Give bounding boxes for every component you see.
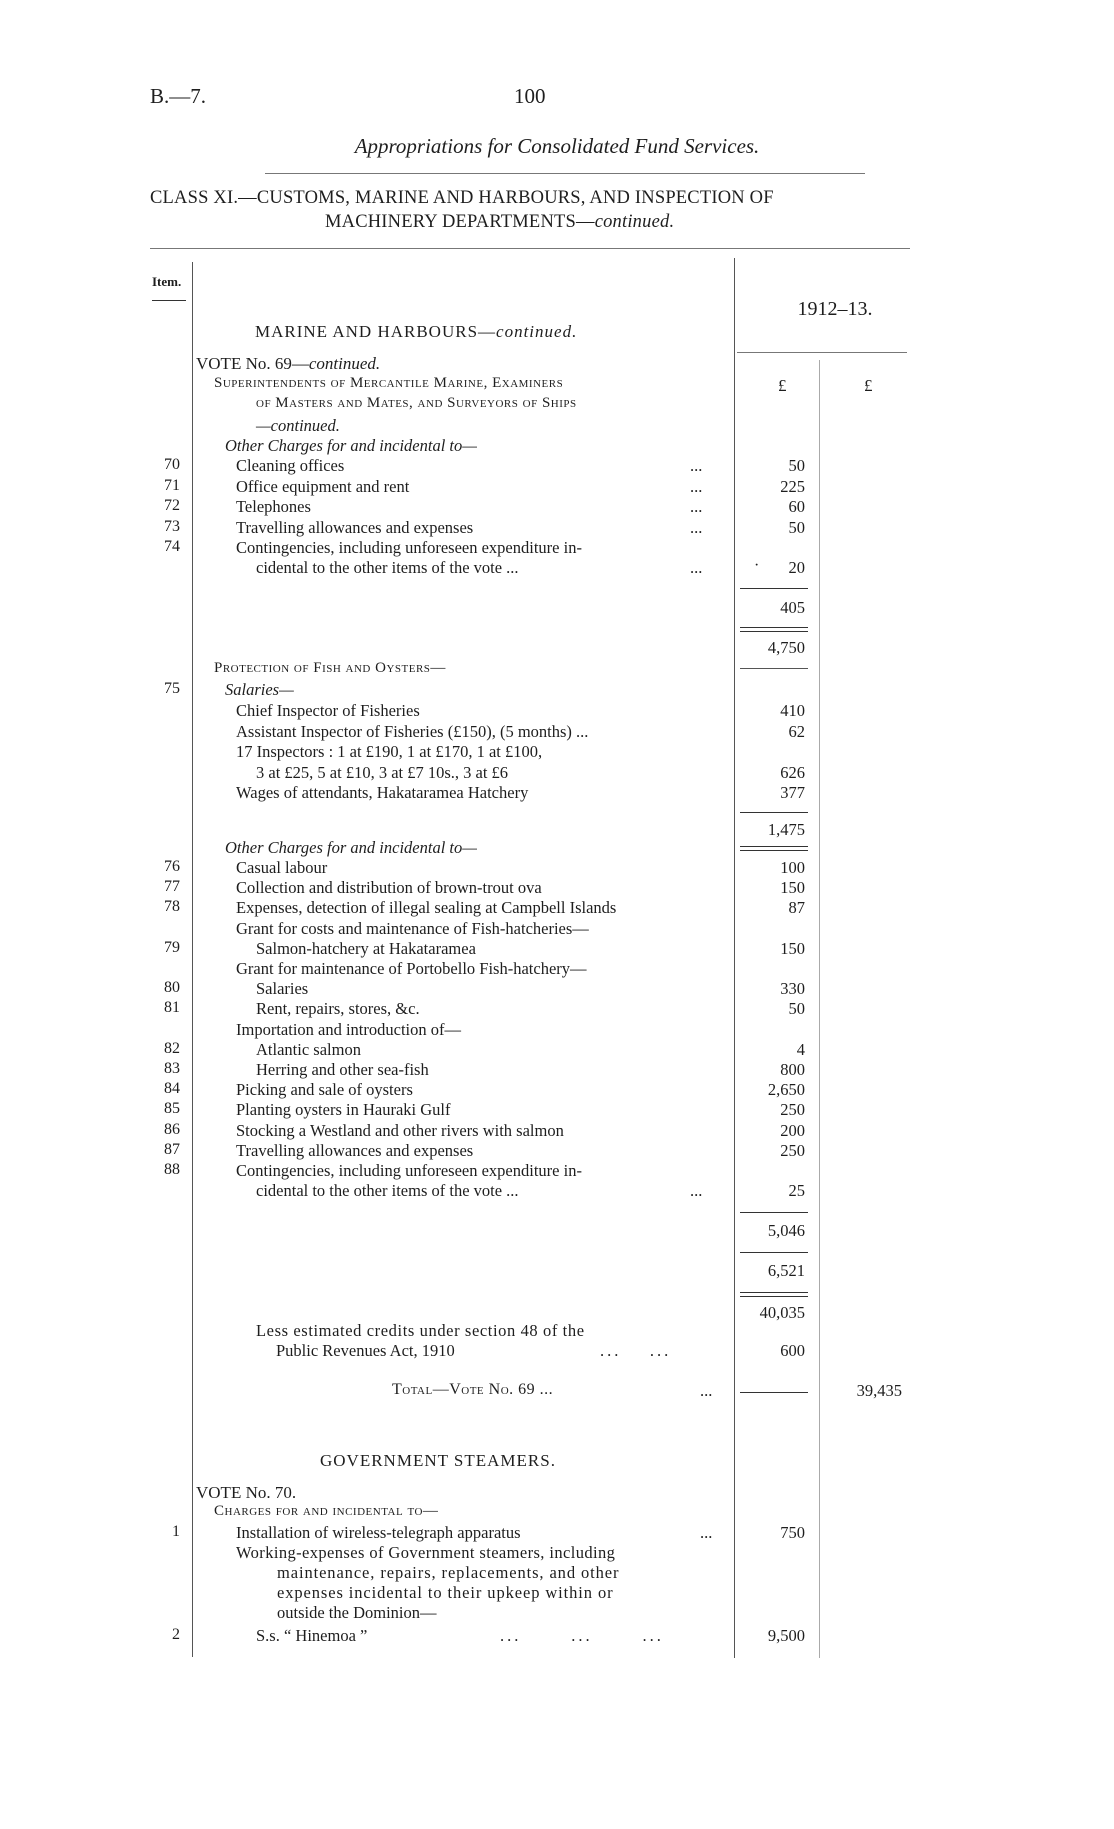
item-74-amount: 20	[788, 558, 805, 577]
item-number: 82	[164, 1040, 180, 1057]
marine-row-amount: 60	[788, 497, 805, 516]
fish-other-label: Casual labour	[236, 858, 328, 877]
item-number: 77	[164, 878, 180, 895]
fish-other-label: Stocking a Westland and other rivers with salmon	[236, 1121, 564, 1140]
item-number: 79	[164, 939, 180, 956]
total-column-line	[819, 360, 820, 1658]
fish-salary-label: 3 at £25, 5 at £10, 3 at £7 10s., 3 at £6	[256, 763, 509, 782]
fish-other-amount: 50	[788, 999, 805, 1018]
fish-other-amount: 4	[796, 1040, 805, 1059]
less-credits-amount: 600	[780, 1341, 805, 1360]
amount-column-line	[734, 258, 735, 1658]
fish-other-label: Rent, repairs, stores, &c.	[256, 999, 420, 1018]
dots-88: ...	[690, 1181, 703, 1200]
dots-wireless: ...	[700, 1523, 713, 1542]
fish-other-amount: 150	[780, 878, 805, 897]
fish-other-label: Atlantic salmon	[256, 1040, 361, 1059]
item-number: 83	[164, 1060, 180, 1077]
superintendents-line3: —continued.	[256, 416, 340, 435]
steamers-charges-heading: Charges for and incidental to—	[214, 1503, 439, 1519]
marine-row-label: Travelling allowances and expenses	[236, 518, 474, 537]
working-expenses-line4: outside the Dominion—	[277, 1603, 437, 1622]
fish-other-label: Contingencies, including unforeseen expenditure in-	[236, 1161, 582, 1180]
fish-salary-label: Wages of attendants, Hakataramea Hatchery	[236, 783, 529, 802]
dot-mark: ·	[754, 557, 760, 574]
rule-after-4750	[740, 668, 808, 669]
fish-other-amount: 250	[780, 1100, 805, 1119]
page-number: 100	[514, 84, 546, 108]
leader-dots: ...	[690, 497, 703, 516]
item-header-rule	[152, 300, 186, 301]
dots-74: ...	[690, 558, 703, 577]
marine-row-amount: 50	[788, 518, 805, 537]
item-number: 85	[164, 1100, 180, 1117]
wireless-telegraph-amount: 750	[780, 1523, 805, 1542]
item-number-75: 75	[164, 680, 180, 697]
working-expenses-line1: Working-expenses of Government steamers, including	[236, 1543, 616, 1562]
item-column-header: Item.	[152, 274, 182, 289]
class-heading-line1: CLASS XI.—CUSTOMS, MARINE AND HARBOURS, AND INSPECTION OF	[150, 188, 774, 208]
item-number: 76	[164, 858, 180, 875]
fish-other-label: Planting oysters in Hauraki Gulf	[236, 1100, 451, 1119]
fish-salary-amount: 410	[780, 701, 805, 720]
fish-salary-label: Assistant Inspector of Fisheries (£150), (5 months) ...	[236, 722, 589, 741]
item-number: 71	[164, 477, 180, 494]
hinemoa-label: S.s. “ Hinemoa ”	[256, 1626, 368, 1645]
vote-70-heading: VOTE No. 70.	[196, 1483, 297, 1502]
leader-dots: ...	[690, 518, 703, 537]
subtotal-rule-1475	[740, 812, 808, 813]
class-heading-continued: continued.	[594, 212, 675, 232]
fish-salary-amount: 62	[788, 722, 805, 741]
salaries-heading: Salaries—	[225, 680, 294, 699]
subtotal-rule-6521	[740, 1252, 808, 1253]
item-column-line	[192, 262, 193, 1657]
item-number: 72	[164, 497, 180, 514]
fish-other-amount: 2,650	[767, 1080, 805, 1099]
vote-69-text: VOTE No. 69—	[196, 354, 309, 373]
item-number: 87	[164, 1141, 180, 1158]
fish-other-label: Collection and distribution of brown-trout ova	[236, 878, 542, 897]
subtotal-rule-405	[740, 588, 808, 589]
less-credits-line2: Public Revenues Act, 1910	[276, 1341, 455, 1360]
item-number: 80	[164, 979, 180, 996]
salaries-total: 1,475	[767, 820, 805, 839]
page-reference: B.—7.	[150, 84, 207, 108]
page-subtitle: Appropriations for Consolidated Fund Services.	[354, 134, 760, 158]
item-74-continuation: cidental to the other items of the vote ...	[256, 558, 519, 577]
fish-other-label: Salaries	[256, 979, 309, 998]
grand-total: 40,035	[759, 1303, 805, 1322]
fish-other-amount: 250	[780, 1141, 805, 1160]
fish-other-label: Herring and other sea-fish	[256, 1060, 429, 1079]
leader-dots: ...	[690, 456, 703, 475]
working-expenses-line2: maintenance, repairs, replacements, and other	[277, 1563, 620, 1582]
fish-other-label: Travelling allowances and expenses	[236, 1141, 474, 1160]
total-vote-69-label: Total—Vote No. 69 ...	[392, 1381, 554, 1398]
double-rule-4750	[740, 627, 808, 632]
vote-69-continued: continued.	[308, 354, 381, 373]
fish-salary-amount: 626	[780, 763, 805, 782]
class-heading-text: MACHINERY DEPARTMENTS—	[325, 212, 595, 232]
fish-salary-amount: 377	[780, 783, 805, 802]
item-number: 86	[164, 1121, 180, 1138]
class-heading-line2	[325, 212, 674, 233]
rule-total-vote	[740, 1392, 808, 1393]
item-number: 74	[164, 538, 180, 555]
item-number: 84	[164, 1080, 180, 1097]
marine-row-label: Telephones	[236, 497, 311, 516]
marine-total: 4,750	[767, 638, 805, 657]
item-number: 70	[164, 456, 180, 473]
steamers-title: GOVERNMENT STEAMERS.	[320, 1451, 556, 1470]
total-vote-69-amount: 39,435	[856, 1381, 902, 1400]
fish-section-title: Protection of Fish and Oysters—	[214, 660, 446, 676]
fish-other-total: 5,046	[767, 1221, 805, 1240]
hinemoa-amount: 9,500	[767, 1626, 805, 1645]
fish-other-amount: 330	[780, 979, 805, 998]
fish-other-label: Salmon-hatchery at Hakataramea	[256, 939, 476, 958]
superintendents-line2: of Masters and Mates, and Surveyors of Ships	[256, 395, 577, 411]
working-expenses-line3: expenses incidental to their upkeep within or	[277, 1583, 614, 1602]
item-number: 73	[164, 518, 180, 535]
item-number-1: 1	[172, 1523, 180, 1540]
fish-total: 6,521	[767, 1261, 805, 1280]
year-header-rule	[737, 352, 907, 353]
item-88-amount: 25	[788, 1181, 805, 1200]
marine-row-amount: 50	[788, 456, 805, 475]
item-88-continuation: cidental to the other items of the vote ...	[256, 1181, 519, 1200]
vote-69-heading	[196, 354, 380, 374]
fish-other-charges-heading: Other Charges for and incidental to—	[225, 838, 477, 857]
wireless-telegraph-label: Installation of wireless-telegraph apparatus	[236, 1523, 521, 1542]
dots-hinemoa: ... ... ...	[500, 1626, 664, 1645]
item-number-2: 2	[172, 1626, 180, 1643]
year-column-header: 1912–13.	[797, 298, 873, 320]
fish-other-amount: 150	[780, 939, 805, 958]
fish-other-label: Grant for maintenance of Portobello Fish-hatchery—	[236, 959, 587, 978]
fish-other-label: Expenses, detection of illegal sealing at Campbell Islands	[236, 898, 617, 917]
fish-other-amount: 200	[780, 1121, 805, 1140]
dots-less-1: ... ...	[600, 1341, 672, 1360]
fish-salary-label: 17 Inspectors : 1 at £190, 1 at £170, 1 at £100,	[236, 742, 543, 761]
marine-row-amount: 225	[780, 477, 805, 496]
marine-other-charges-heading: Other Charges for and incidental to—	[225, 436, 477, 455]
marine-row-label: Office equipment and rent	[236, 477, 410, 496]
marine-section-title	[255, 322, 577, 342]
pound-sign-1: £	[778, 376, 787, 395]
fish-other-amount: 100	[780, 858, 805, 877]
marine-title-continued: continued.	[496, 322, 578, 341]
double-rule-1475	[740, 846, 808, 851]
item-number: 78	[164, 898, 180, 915]
dots-total-vote: ...	[700, 1381, 713, 1400]
leader-dots: ...	[690, 477, 703, 496]
rule-under-class	[150, 248, 910, 249]
rule-under-subtitle	[265, 173, 865, 174]
fish-salary-label: Chief Inspector of Fisheries	[236, 701, 420, 720]
fish-other-amount: 800	[780, 1060, 805, 1079]
item-number: 88	[164, 1161, 180, 1178]
fish-other-amount: 87	[788, 898, 805, 917]
superintendents-line1: Superintendents of Mercantile Marine, Examiners	[214, 375, 564, 391]
double-rule-40035	[740, 1292, 808, 1297]
marine-row-label: Contingencies, including unforeseen expenditure in-	[236, 538, 582, 557]
marine-row-label: Cleaning offices	[236, 456, 345, 475]
pound-sign-2: £	[864, 376, 873, 395]
fish-other-label: Importation and introduction of—	[236, 1020, 461, 1039]
item-number: 81	[164, 999, 180, 1016]
fish-other-label: Grant for costs and maintenance of Fish-hatcheries—	[236, 919, 589, 938]
less-credits-line1: Less estimated credits under section 48 of the	[256, 1321, 585, 1340]
marine-subtotal: 405	[780, 598, 805, 617]
fish-other-label: Picking and sale of oysters	[236, 1080, 413, 1099]
subtotal-rule-5046	[740, 1212, 808, 1213]
marine-title-text: MARINE AND HARBOURS—	[255, 322, 497, 341]
